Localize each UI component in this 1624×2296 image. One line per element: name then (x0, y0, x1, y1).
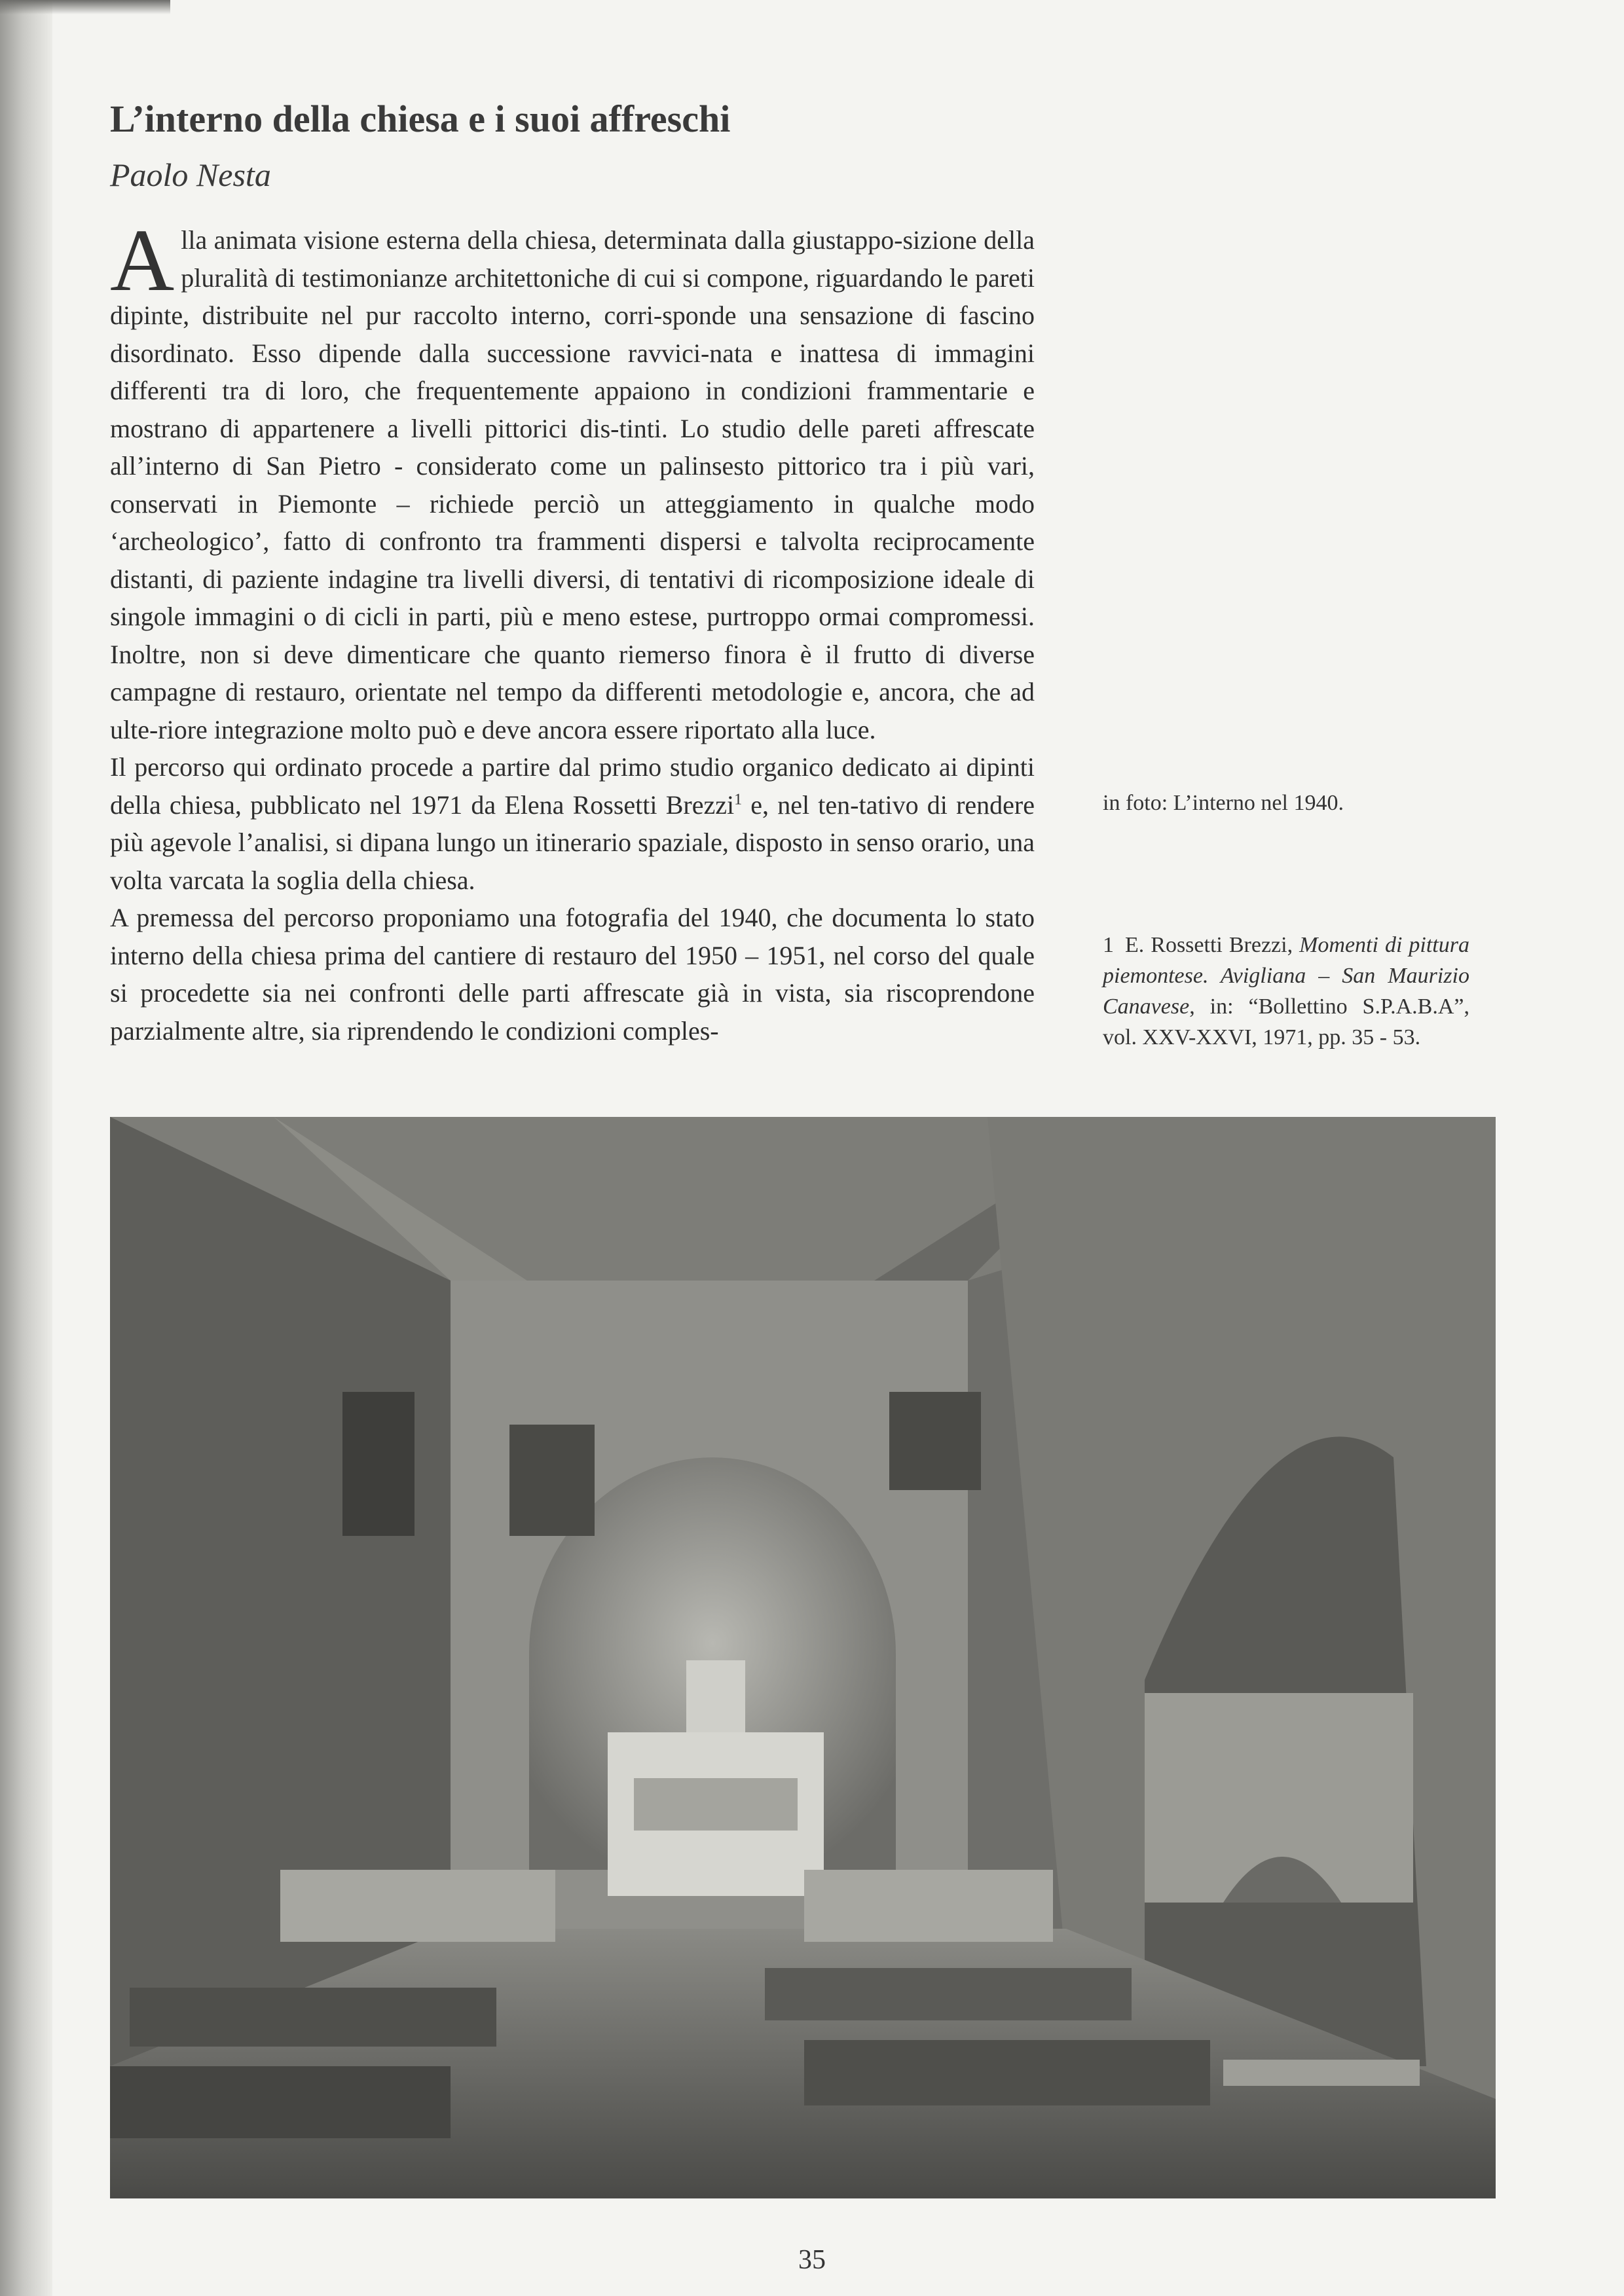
article-author: Paolo Nesta (110, 156, 271, 193)
paragraph-1-text: lla animata visione esterna della chiesa, determinata dalla giustappo-sizione della pluralità di testimonianze architettoniche di cui si compone, riguardando le pareti dipinte, distribuite nel pur raccolto interno, corri-sponde una sensazione di fascino disordinato. Esso dipende dalla successione ravvici-nata e inattesa di immagini differenti tra di loro, che frequentemente appaiono in condizioni frammentarie e mostrano di appartenere a livelli pittorici dis-tinti. Lo studio delle pareti affrescate all’interno di San Pietro - considerato come un palinsesto pittorico tra i più vari, conservati in Piemonte – richiede perciò un atteggiamento in qualche modo ‘archeologico’, fatto di confronto tra frammenti dispersi e talvolta reciprocamente distanti, di paziente indagine tra livelli diversi, di tentativi di ricomposizione ideale di singole immagini o di cicli in parti, più e meno estese, purtroppo ormai compromessi. Inoltre, non si deve dimenticare che quanto riemerso finora è il frutto di diverse campagne di restauro, orientate nel tempo da differenti metodologie e, ancora, che ad ulte-riore integrazione molto può e deve ancora essere riportato alla luce. (110, 225, 1035, 744)
paragraph-2 (110, 748, 1035, 899)
binding-shadow (0, 0, 52, 2296)
bench (1223, 2060, 1420, 2086)
drop-cap: A (110, 211, 175, 310)
pew (110, 2066, 451, 2138)
footnote-number: 1 (1103, 933, 1114, 957)
pew (804, 2040, 1210, 2105)
paragraph-3: A premessa del percorso proponiamo una fotografia del 1940, che documenta lo stato interno della chiesa prima del cantiere di restauro del 1950 – 1951, nel corso del quale si procedette sia nei confronti delle parti affrescate già in vista, sia riscoprendone parzialmente altre, sia riprendendo le condizioni comples- (110, 903, 1035, 1046)
footnote-author: E. Rossetti Brezzi, (1125, 933, 1300, 957)
left-painting (342, 1392, 415, 1536)
church-interior-illustration (110, 1117, 1496, 2198)
church-interior-photo (110, 1117, 1496, 2198)
pew (130, 1988, 496, 2047)
scan-edge-shadow (0, 0, 170, 14)
back-painting (509, 1425, 595, 1536)
page-number: 35 (798, 2245, 826, 2275)
right-painting (889, 1392, 981, 1490)
altar-statue (686, 1660, 745, 1732)
footnote (1103, 930, 1469, 1053)
photo-caption: in foto: L’interno nel 1940. (1103, 791, 1344, 815)
footnote-reference: 1 (734, 791, 743, 809)
right-balustrade (804, 1870, 1053, 1942)
footnote-publication: , in: “Bollettino S.P.A.B.A”, vol. XXV-XXVI, 1971, pp. 35 - 53. (1103, 994, 1469, 1049)
pew (765, 1968, 1132, 2020)
footnote-work-title: Momenti di pittura piemontese. Avigliana – San Maurizio Canavese (1103, 933, 1469, 1019)
left-balustrade (280, 1870, 555, 1942)
article-title: L’interno della chiesa e i suoi affreschi (110, 98, 731, 140)
paragraph-2-text-a: Il percorso qui ordinato procede a partire dal primo studio organico dedicato ai dipinti della chiesa, pubblicato nel 1971 da Elena Rossetti Brezzi (110, 752, 1035, 820)
article-body (110, 211, 1035, 1049)
paragraph-2-text-b: e, nel ten-tativo di rendere più agevole l’analisi, si dipana lungo un itinerario spaziale, disposto in senso orario, una volta varcata la soglia della chiesa. (110, 790, 1035, 895)
paragraph-1 (110, 211, 1035, 748)
